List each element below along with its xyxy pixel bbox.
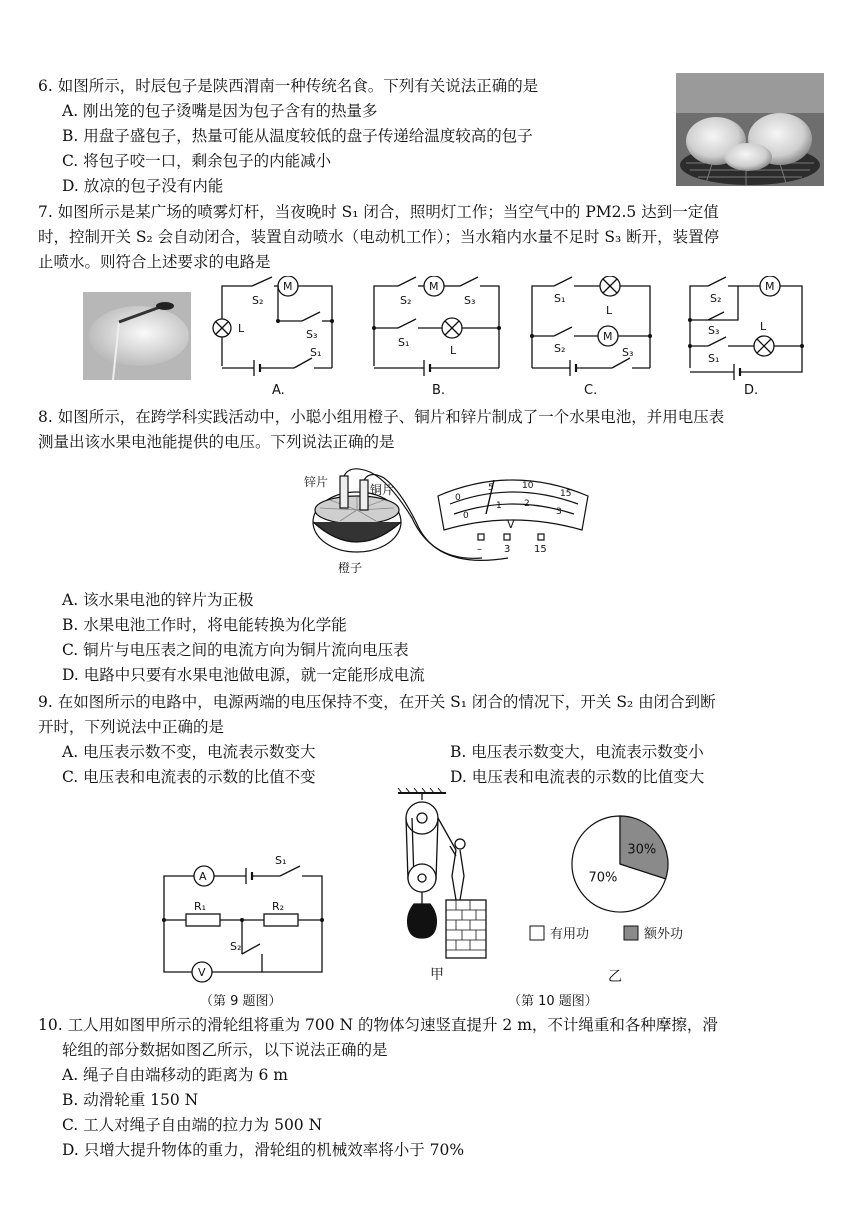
pie-label-extra: 30%	[627, 842, 657, 858]
circuit-a	[202, 276, 342, 396]
terminal-minus: –	[477, 544, 482, 555]
q8-option-b: B. 水果电池工作时，将电能转换为化学能	[62, 616, 347, 634]
copper-label: 铜片	[370, 483, 395, 497]
circuit-c-s3: S₃	[622, 346, 634, 359]
upper-scale-0: 0	[455, 493, 461, 503]
q9-s2-label: S₂	[230, 940, 242, 953]
q9-option-c: C. 电压表和电流表的示数的比值不变	[62, 768, 316, 786]
pulley-figure	[394, 788, 494, 964]
terminal-15: 15	[534, 544, 547, 555]
q9-circuit	[150, 848, 332, 984]
q7-stem-line1: 7. 如图所示是某广场的喷雾灯杆，当夜晚时 S₁ 闭合，照明灯工作；当空气中的 PM2.5 达到一定值	[38, 203, 719, 221]
q9-option-a: A. 电压表示数不变，电流表示数变大	[62, 743, 316, 761]
q10-option-b: B. 动滑轮重 150 N	[62, 1091, 199, 1109]
q7-stem-line2: 时，控制开关 S₂ 会自动闭合，装置自动喷水（电动机工作）；当水箱内水量不足时 S₃ 断开，装置停	[38, 228, 720, 246]
ammeter-a: A	[199, 870, 207, 883]
q9-option-b: B. 电压表示数变大，电流表示数变小	[450, 743, 704, 761]
fig9-caption: （第 9 题图）	[200, 994, 282, 1009]
circuit-a-s3: S₃	[306, 328, 318, 341]
orange-label: 橙子	[338, 561, 363, 575]
terminal-3: 3	[504, 544, 511, 555]
circuit-b-l: L	[450, 344, 457, 357]
circuit-d-letter: D.	[744, 383, 759, 396]
circuit-c-l: L	[606, 304, 613, 317]
legend-swatch-extra	[624, 926, 638, 940]
circuit-c-s2: S₂	[554, 342, 566, 355]
upper-scale-10: 10	[522, 481, 534, 491]
q6-option-d: D. 放凉的包子没有内能	[62, 177, 224, 195]
voltmeter-unit: V	[507, 518, 515, 531]
circuit-a-m: M	[283, 280, 293, 293]
q8-option-d: D. 电路中只要有水果电池做电源，就一定能形成电流	[62, 666, 425, 684]
q7-stem-line3: 止喷水。则符合上述要求的电路是	[38, 253, 271, 271]
fruit-battery-figure	[300, 458, 590, 586]
pie-chart	[520, 812, 720, 952]
lower-scale-1: 1	[496, 501, 502, 511]
circuit-b-s3: S₃	[464, 294, 476, 307]
q9-option-d: D. 电压表和电流表的示数的比值变大	[450, 768, 705, 786]
circuit-c	[522, 276, 662, 396]
circuit-a-s2: S₂	[252, 294, 264, 307]
upper-scale-5: 5	[488, 483, 494, 493]
legend-extra: 额外功	[644, 927, 684, 942]
pie-label-useful: 70%	[588, 870, 618, 886]
circuit-b-letter: B.	[432, 383, 446, 396]
lower-scale-3: 3	[556, 507, 562, 517]
q10-stem-line1: 10. 工人用如图甲所示的滑轮组将重为 700 N 的物体匀速竖直提升 2 m，不计绳重和各种摩擦，滑	[38, 1016, 718, 1034]
q10-option-a: A. 绳子自由端移动的距离为 6 m	[62, 1066, 288, 1084]
circuit-d-m: M	[765, 280, 775, 293]
q8-option-c: C. 铜片与电压表之间的电流方向为铜片流向电压表	[62, 641, 409, 659]
q10-stem-line2: 轮组的部分数据如图乙所示，以下说法正确的是	[62, 1041, 388, 1059]
q6-option-a: A. 刚出笼的包子烫嘴是因为包子含有的热量多	[62, 102, 378, 120]
circuit-b-m: M	[429, 280, 439, 293]
circuit-c-m: M	[603, 330, 613, 343]
circuit-b-s1: S₁	[398, 336, 410, 349]
q10-option-d: D. 只增大提升物体的重力，滑轮组的机械效率将小于 70%	[62, 1141, 465, 1159]
circuit-a-s1: S₁	[310, 346, 322, 359]
voltmeter-v: V	[198, 966, 206, 979]
circuit-d-s1: S₁	[708, 352, 720, 365]
lower-scale-0: 0	[463, 511, 469, 521]
circuit-b	[364, 276, 509, 396]
q6-option-c: C. 将包子咬一口，剩余包子的内能减小	[62, 152, 332, 170]
q10-option-c: C. 工人对绳子自由端的拉力为 500 N	[62, 1116, 323, 1134]
circuit-c-s1: S₁	[554, 292, 566, 305]
legend-useful: 有用功	[550, 927, 590, 942]
zinc-label: 锌片	[304, 475, 329, 489]
q8-stem-line2: 测量出该水果电池能提供的电压。下列说法正确的是	[38, 433, 395, 451]
q6-stem: 6. 如图所示，时辰包子是陕西渭南一种传统名食。下列有关说法正确的是	[38, 77, 539, 95]
q6-option-b: B. 用盘子盛包子，热量可能从温度较低的盘子传递给温度较高的包子	[62, 127, 533, 145]
circuit-d-s3: S₃	[708, 324, 720, 337]
circuit-d	[680, 276, 820, 396]
fig10-caption: （第 10 题图）	[508, 994, 598, 1009]
circuit-d-l: L	[760, 320, 767, 333]
q9-s1-label: S₁	[275, 854, 287, 867]
upper-scale-15: 15	[560, 489, 572, 499]
circuit-c-letter: C.	[584, 383, 598, 396]
lower-scale-2: 2	[524, 499, 530, 509]
q9-r2-label: R₂	[272, 900, 285, 913]
q9-stem-line1: 9. 在如图所示的电路中，电源两端的电压保持不变，在开关 S₁ 闭合的情况下，开关 S₂ 由闭合到断	[38, 693, 716, 711]
fig-yi-label: 乙	[608, 969, 622, 985]
circuit-b-s2: S₂	[400, 294, 412, 307]
fig-jia-label: 甲	[430, 967, 444, 983]
pie-slices	[572, 816, 668, 912]
circuit-a-letter: A.	[272, 383, 285, 396]
q9-r1-label: R₁	[194, 900, 207, 913]
q8-option-a: A. 该水果电池的锌片为正极	[62, 591, 254, 609]
steamed-buns-photo	[676, 73, 824, 186]
q9-stem-line2: 开时，下列说法中正确的是	[38, 718, 225, 736]
circuit-d-s2: S₂	[710, 292, 722, 305]
q8-stem-line1: 8. 如图所示，在跨学科实践活动中，小聪小组用橙子、铜片和锌片制成了一个水果电池，并用电压表	[38, 408, 725, 426]
circuit-a-l: L	[238, 322, 245, 335]
mist-lamp-photo	[83, 292, 191, 380]
legend-swatch-useful	[530, 926, 544, 940]
